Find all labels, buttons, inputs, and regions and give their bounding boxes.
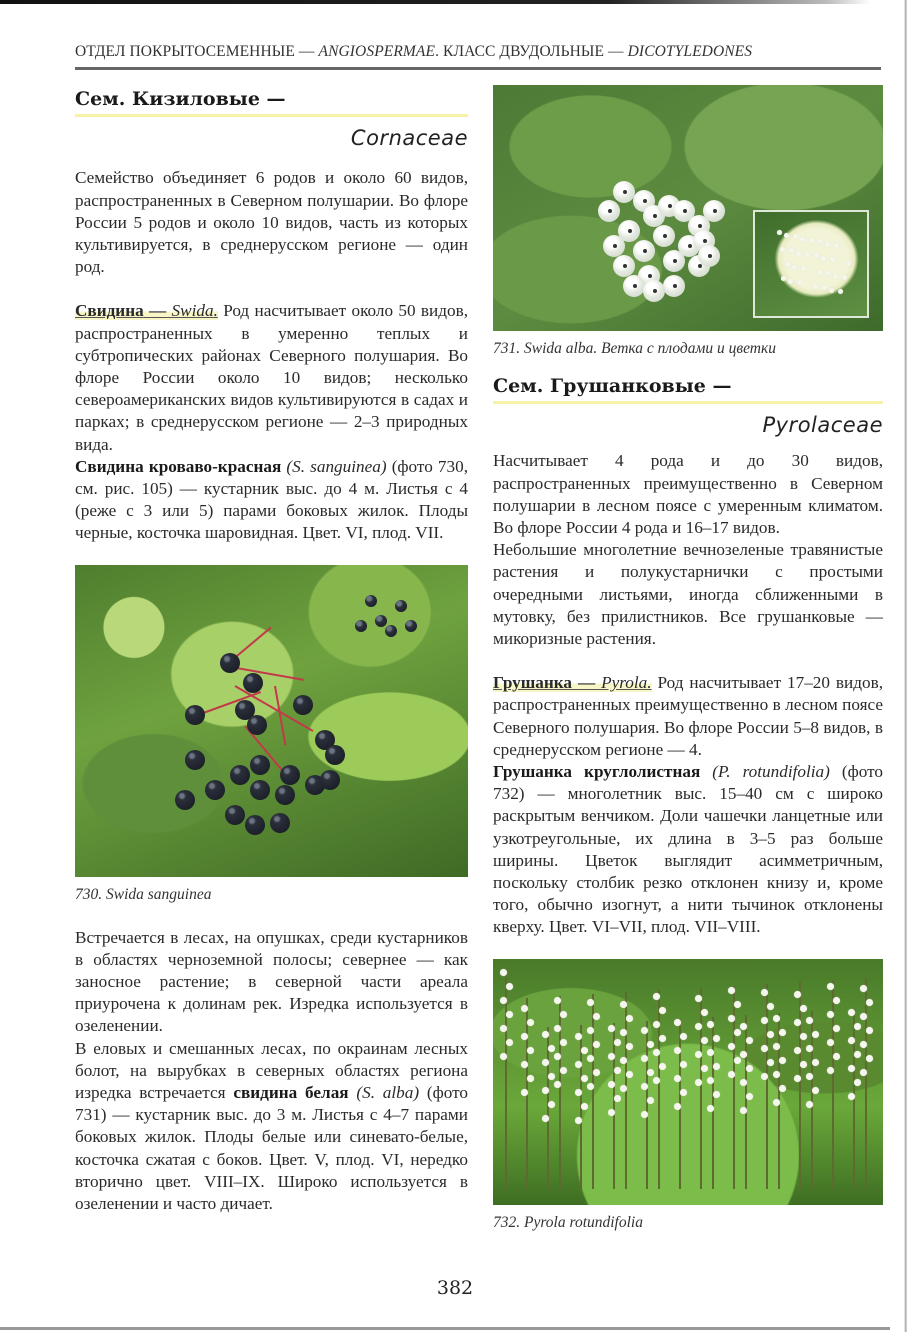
pyrola-flower xyxy=(761,1017,768,1024)
pyrola-flower xyxy=(746,1065,753,1072)
caption-732: 732. Pyrola rotundifolia xyxy=(493,1213,643,1231)
pyrola-flower xyxy=(653,1049,660,1056)
flower-cluster-dot xyxy=(789,248,794,253)
pyrola-flower xyxy=(761,1073,768,1080)
berry-black xyxy=(405,620,417,632)
berry-black xyxy=(230,765,250,785)
genus-name: Свидина xyxy=(75,301,144,321)
pyrola-flower xyxy=(548,1101,555,1108)
pyrola-flower xyxy=(542,1059,549,1066)
pyrola-flower xyxy=(695,995,702,1002)
species-name-rotundifolia: Грушанка круглолистная xyxy=(493,762,701,782)
berry-white xyxy=(613,255,635,277)
berry-black xyxy=(270,813,290,833)
pyrola-flower xyxy=(680,1089,687,1096)
flower-cluster-dot xyxy=(826,271,831,276)
genus-description: Род насчитывает 17–20 видов, распространенных преимущественно в лесном поясе Северного полушария. Во флоре России 5–8 видов, в среднерусском регионе — 4. xyxy=(493,673,883,759)
pyrola-flower xyxy=(575,1117,582,1124)
species-paragraph-rotundifolia xyxy=(493,761,883,939)
berry-black xyxy=(220,653,240,673)
berry-black xyxy=(385,625,397,637)
flower-cluster-dot xyxy=(801,266,806,271)
berry-white xyxy=(598,200,620,222)
berry-black xyxy=(355,620,367,632)
genus-paragraph-pyrola xyxy=(493,672,883,761)
pyrola-flower xyxy=(740,1107,747,1114)
species-latin-alba: (S. alba) xyxy=(348,1083,427,1103)
pyrola-flower xyxy=(560,1067,567,1074)
species-intro-alba: В еловых и смешанных лесах, по окраинам лесных болот, на вырубках в северных областях региона изредка встречается xyxy=(75,1038,468,1103)
family-latin-cornaceae: Cornaceae xyxy=(350,126,468,151)
running-head-prefix: ОТДЕЛ ПОКРЫТОСЕМЕННЫЕ — xyxy=(75,43,319,60)
pyrola-flower xyxy=(554,1025,561,1032)
pyrola-flower xyxy=(860,985,867,992)
flower-cluster-dot xyxy=(829,288,834,293)
pyrola-flower xyxy=(728,1071,735,1078)
flower-cluster-dot xyxy=(793,234,798,239)
photo-swida-alba xyxy=(493,85,883,331)
pyrola-flower xyxy=(614,1039,621,1046)
pyrola-flower xyxy=(707,1077,714,1084)
berry-black xyxy=(280,765,300,785)
pyrola-flower xyxy=(500,997,507,1004)
pyrola-flower xyxy=(860,1013,867,1020)
genus-latin: Pyrola. xyxy=(601,673,652,693)
berry-black xyxy=(250,780,270,800)
pyrola-flower xyxy=(833,1025,840,1032)
berry-black xyxy=(320,770,340,790)
pyrola-flower xyxy=(614,1067,621,1074)
flower-cluster-dot xyxy=(796,251,801,256)
pyrola-flower xyxy=(734,1029,741,1036)
pyrola-flower xyxy=(761,989,768,996)
pyrola-flower xyxy=(593,1013,600,1020)
pyrola-flower xyxy=(521,1089,528,1096)
pyrola-flower xyxy=(653,993,660,1000)
pyrola-flower xyxy=(626,1071,633,1078)
pyrola-flower xyxy=(734,1001,741,1008)
genus-description: Род насчитывает около 50 видов, распространенных в умеренно теплых и субтропических районах Северного полушария. Во флоре России около 10 видов; несколько североамериканских видов культивируются в садах и парках; в среднерусском регионе — 2–3 природных вида. xyxy=(75,301,468,454)
pyrola-flower xyxy=(614,1095,621,1102)
pyrola-flower xyxy=(866,1027,873,1034)
pyrola-flower xyxy=(554,1081,561,1088)
pyrola-flower xyxy=(641,1111,648,1118)
pyrola-flower xyxy=(767,1003,774,1010)
flower-cluster-dot xyxy=(777,230,782,235)
pyrola-flower xyxy=(713,1035,720,1042)
berry-white xyxy=(633,240,655,262)
pyrola-flower xyxy=(608,1025,615,1032)
habitat-paragraph-sanguinea: Встречается в лесах, на опушках, среди кустарников в областях черноземной полосы; севернее — как заносное растение; в северной части ареала приурочена к долинам рек. Изредка используется в озеленении. xyxy=(75,927,468,1036)
pyrola-flower xyxy=(626,1015,633,1022)
berry-black xyxy=(185,705,205,725)
photo-swida-sanguinea xyxy=(75,565,468,877)
pyrola-flower xyxy=(500,1025,507,1032)
pyrola-flower xyxy=(800,1005,807,1012)
species-description-sanguinea: (фото 730, см. рис. 105) — кустарник выс. до 4 м. Листья с 4 (реже с 3 или 5) парами боковых жилок. Плоды черные, косточка шаровидная. Цвет. VI, плод. VII. xyxy=(75,456,469,543)
species-paragraph-alba xyxy=(75,1038,468,1216)
inset-photo-flowers xyxy=(753,210,869,318)
species-name-sanguinea: Свидина кроваво-красная xyxy=(75,456,282,476)
pyrola-flower xyxy=(626,1043,633,1050)
pyrola-flower xyxy=(833,1053,840,1060)
pyrola-flower xyxy=(794,1019,801,1026)
pyrola-flower xyxy=(542,1087,549,1094)
pyrola-flower xyxy=(680,1033,687,1040)
pyrola-flower xyxy=(812,1031,819,1038)
pyrola-flower xyxy=(779,1029,786,1036)
berry-white xyxy=(653,225,675,247)
flower-cluster-dot xyxy=(842,275,847,280)
pyrola-flower xyxy=(620,1029,627,1036)
berry-black xyxy=(275,785,295,805)
pyrola-flower xyxy=(827,1039,834,1046)
genus-dash: — xyxy=(572,673,602,693)
pyrola-flower xyxy=(773,1015,780,1022)
pyrola-flower xyxy=(560,1011,567,1018)
pyrola-flower xyxy=(653,1077,660,1084)
pyrola-flower xyxy=(701,1009,708,1016)
pyrola-flower xyxy=(794,991,801,998)
pyrola-flower xyxy=(854,1023,861,1030)
pyrola-flower xyxy=(500,1053,507,1060)
pyrola-flower xyxy=(527,1019,534,1026)
flower-cluster-dot xyxy=(800,237,805,242)
berry-white xyxy=(703,200,725,222)
pyrola-flower xyxy=(866,1055,873,1062)
pyrola-flower xyxy=(773,1071,780,1078)
pyrola-flower xyxy=(866,999,873,1006)
pyrola-flower xyxy=(506,983,513,990)
running-head-division-latin: ANGIOSPERMAE xyxy=(318,43,436,60)
pyrola-flower xyxy=(581,1103,588,1110)
pyrola-flower xyxy=(848,1093,855,1100)
family-heading-cornaceae: Сем. Кизиловые — xyxy=(75,88,468,117)
pyrola-flower xyxy=(812,1087,819,1094)
pyrola-flower xyxy=(854,1051,861,1058)
flower-cluster-dot xyxy=(797,280,802,285)
photo-pyrola-rotundifolia xyxy=(493,959,883,1205)
pyrola-flower xyxy=(833,997,840,1004)
pyrola-flower xyxy=(620,1001,627,1008)
flower-cluster-dot xyxy=(821,256,826,261)
page-top-edge xyxy=(0,0,870,4)
genus-paragraph-swida xyxy=(75,300,468,455)
pyrola-flower xyxy=(707,1021,714,1028)
pyrola-flower xyxy=(647,1069,654,1076)
pyrola-flower xyxy=(608,1053,615,1060)
pyrola-flower xyxy=(542,1115,549,1122)
flower-cluster-dot xyxy=(825,242,830,247)
genus-term-swida xyxy=(75,301,218,320)
pyrola-flower xyxy=(806,1101,813,1108)
berry-black xyxy=(175,790,195,810)
flower-cluster-dot xyxy=(784,233,789,238)
pyrola-flower xyxy=(593,1069,600,1076)
pyrola-flower xyxy=(773,1043,780,1050)
pyrola-flower xyxy=(767,1031,774,1038)
berry-black xyxy=(185,750,205,770)
species-latin-sanguinea: (S. sanguinea) xyxy=(281,456,392,476)
species-paragraph-sanguinea xyxy=(75,456,468,545)
pyrola-flower xyxy=(575,1033,582,1040)
pyrola-flower xyxy=(587,999,594,1006)
pyrola-flower xyxy=(506,1011,513,1018)
flower-cluster-dot xyxy=(805,252,810,257)
pyrola-flower xyxy=(800,1033,807,1040)
pyrola-flower xyxy=(641,1027,648,1034)
pyrola-flower xyxy=(548,1045,555,1052)
genus-name: Грушанка xyxy=(493,673,573,693)
pyrola-flower xyxy=(734,1057,741,1064)
page-number: 382 xyxy=(436,1277,474,1299)
pyrola-flower xyxy=(581,1075,588,1082)
flower-cluster-dot xyxy=(818,239,823,244)
berry-black xyxy=(375,615,387,627)
pyrola-flower xyxy=(707,1105,714,1112)
pyrola-flower xyxy=(659,1063,666,1070)
pyrola-flower xyxy=(641,1083,648,1090)
pyrola-flower xyxy=(740,1051,747,1058)
flower-cluster-dot xyxy=(838,289,843,294)
pyrola-flower xyxy=(848,1009,855,1016)
pyrola-flower xyxy=(647,1041,654,1048)
pyrola-flower xyxy=(500,969,507,976)
family-heading-pyrolaceae: Сем. Грушанковые — xyxy=(493,375,883,404)
pyrola-flower xyxy=(674,1019,681,1026)
pyrola-flower xyxy=(728,1015,735,1022)
flower-stalk xyxy=(592,994,594,1189)
pyrola-flower xyxy=(641,1055,648,1062)
left-column xyxy=(75,88,468,1215)
berry-white xyxy=(643,280,665,302)
pyrola-flower xyxy=(521,1033,528,1040)
species-description-alba: (фото 731) — кустарник выс. до 3 м. Листья с 4–7 парами боковых жилок. Плоды белые или синевато-белые, косточка сжатая с боков. Цвет. V, плод. VI, нередко вторично цвет. VIII–IX. Широко используется в озеленении и часто дичает. xyxy=(75,1083,468,1214)
page-bottom-edge xyxy=(0,1327,890,1330)
flower-cluster-dot xyxy=(822,285,827,290)
berry-white xyxy=(663,275,685,297)
pyrola-flower xyxy=(593,1041,600,1048)
pyrola-flower xyxy=(827,1011,834,1018)
pyrola-flower xyxy=(728,987,735,994)
berry-black xyxy=(205,780,225,800)
pyrola-flower xyxy=(713,1091,720,1098)
running-head xyxy=(75,43,881,61)
pyrola-flower xyxy=(620,1085,627,1092)
flower-cluster-dot xyxy=(788,279,793,284)
pyrola-flower xyxy=(806,1017,813,1024)
berry-black xyxy=(293,695,313,715)
pyrola-flower xyxy=(659,1007,666,1014)
pyrola-flower xyxy=(548,1073,555,1080)
family-morphology-pyrolaceae: Небольшие многолетние вечнозеленые травянистые растения и полукустарнички с простыми очередными листьями, иногда сближенными в мутовку, без прилистников. Все грушанковые — микоризные растения. xyxy=(493,540,883,649)
berry-black xyxy=(365,595,377,607)
pyrola-flower xyxy=(854,1079,861,1086)
pyrola-flower xyxy=(554,997,561,1004)
berry-black xyxy=(250,755,270,775)
flower-cluster-dot xyxy=(792,265,797,270)
flower-cluster-dot xyxy=(830,257,835,262)
pyrola-flower xyxy=(767,1059,774,1066)
right-column xyxy=(493,85,883,1233)
header-rule xyxy=(75,67,881,70)
pyrola-flower xyxy=(707,1049,714,1056)
running-head-middle: . КЛАСС ДВУДОЛЬНЫЕ — xyxy=(435,43,628,60)
pyrola-flower xyxy=(728,1043,735,1050)
pyrola-flower xyxy=(806,1073,813,1080)
species-latin-rotundifolia: (P. rotundifolia) xyxy=(700,762,842,782)
pyrola-flower xyxy=(701,1037,708,1044)
berry-white xyxy=(613,181,635,203)
pyrola-flower xyxy=(806,1045,813,1052)
berry-white xyxy=(698,245,720,267)
flower-cluster-dot xyxy=(814,253,819,258)
pyrola-flower xyxy=(620,1057,627,1064)
pyrola-flower xyxy=(695,1079,702,1086)
pyrola-flower xyxy=(779,1057,786,1064)
pyrola-flower xyxy=(674,1047,681,1054)
flower-cluster-dot xyxy=(813,284,818,289)
flower-cluster-dot xyxy=(834,243,839,248)
pyrola-flower xyxy=(740,1023,747,1030)
family-description-pyrolaceae: Насчитывает 4 рода и до 30 видов, распространенных преимущественно в Северном полушарии в лесном поясе с умеренным климатом. Во флоре России 4 рода и 16–17 видов. xyxy=(493,451,883,538)
pyrola-flower xyxy=(659,1035,666,1042)
pyrola-flower xyxy=(848,1037,855,1044)
pyrola-flower xyxy=(695,1023,702,1030)
family-latin-pyrolaceae: Pyrolaceae xyxy=(762,413,883,438)
pyrola-flower xyxy=(860,1069,867,1076)
pyrola-flower xyxy=(794,1047,801,1054)
flower-cluster-dot xyxy=(781,276,786,281)
pyrola-flower xyxy=(587,1055,594,1062)
flower-stalk xyxy=(658,990,660,1189)
pyrola-flower xyxy=(827,983,834,990)
pyrola-flower xyxy=(521,1005,528,1012)
berry-white xyxy=(623,275,645,297)
flower-stalk xyxy=(799,982,801,1189)
pyrola-flower xyxy=(581,1047,588,1054)
pyrola-flower xyxy=(608,1081,615,1088)
pyrola-flower xyxy=(521,1061,528,1068)
species-name-alba: свидина белая xyxy=(233,1083,349,1103)
pyrola-flower xyxy=(848,1065,855,1072)
pyrola-flower xyxy=(647,1097,654,1104)
family-description-cornaceae: Семейство объединяет 6 родов и около 60 видов, распространенных в Северном полушарии. Во флоре России 5 родов и около 10 видов, часть из которых культивируется, в среднерусском регионе — один род. xyxy=(75,168,468,277)
pyrola-flower xyxy=(575,1061,582,1068)
pyrola-flower xyxy=(608,1109,615,1116)
genus-dash: — xyxy=(143,301,172,321)
berry-black xyxy=(325,745,345,765)
flower-cluster-dot xyxy=(809,238,814,243)
pyrola-flower xyxy=(575,1089,582,1096)
pyrola-flower xyxy=(800,1061,807,1068)
flower-stalk xyxy=(712,1017,714,1189)
genus-term-pyrola xyxy=(493,673,652,692)
genus-latin: Swida. xyxy=(171,301,218,321)
pyrola-flower xyxy=(827,1067,834,1074)
page-right-edge xyxy=(904,0,907,1332)
berry-white xyxy=(663,250,685,272)
pyrola-flower xyxy=(701,1065,708,1072)
pyrola-flower xyxy=(746,1093,753,1100)
pyrola-flower xyxy=(779,1085,786,1092)
berry-black xyxy=(225,805,245,825)
pyrola-flower xyxy=(860,1041,867,1048)
berry-black xyxy=(245,815,265,835)
pyrola-flower xyxy=(587,1083,594,1090)
species-description-rotundifolia: (фото 732) — многолетник выс. 15–40 см с широко раскрытым венчиком. Доли чашечки ланцетные или узкотреугольные, их длина в 3–5 раз больше ширины. Цветок выглядит асимметричным, поскольку столбик резко отклонен книзу и, кроме того, обычно изогнут, а нити тычинок отклонены кверху. Цвет. VI–VII, плод. VII–VIII. xyxy=(493,762,883,937)
pyrola-flower xyxy=(680,1061,687,1068)
pyrola-flower xyxy=(674,1075,681,1082)
flower-cluster-dot xyxy=(780,247,785,252)
flower-cluster-dot xyxy=(785,262,790,267)
running-head-class-latin: DICOTYLEDONES xyxy=(627,43,753,60)
caption-730: 730. Swida sanguinea xyxy=(75,885,212,903)
berry-black xyxy=(247,715,267,735)
pyrola-flower xyxy=(542,1031,549,1038)
pyrola-flower xyxy=(773,1099,780,1106)
flower-stalk xyxy=(865,978,867,1189)
pyrola-flower xyxy=(746,1037,753,1044)
pyrola-flower xyxy=(506,1039,513,1046)
berry-black xyxy=(243,673,263,693)
pyrola-flower xyxy=(740,1079,747,1086)
flower-stalk xyxy=(700,988,702,1189)
pyrola-flower xyxy=(695,1051,702,1058)
caption-731: 731. Swida alba. Ветка с плодами и цветки xyxy=(493,340,776,357)
pyrola-flower xyxy=(554,1053,561,1060)
pyrola-flower xyxy=(794,1075,801,1082)
pyrola-flower xyxy=(653,1021,660,1028)
flower-cluster-dot xyxy=(846,261,851,266)
berry-black xyxy=(395,600,407,612)
flower-stalk xyxy=(613,1023,615,1189)
pyrola-flower xyxy=(527,1075,534,1082)
pyrola-flower xyxy=(761,1045,768,1052)
flower-cluster-dot xyxy=(817,270,822,275)
flower-stalk xyxy=(766,984,768,1189)
pyrola-flower xyxy=(674,1103,681,1110)
pyrola-flower xyxy=(587,1027,594,1034)
pyrola-flower xyxy=(812,1059,819,1066)
pyrola-flower xyxy=(560,1039,567,1046)
flower-cluster-dot xyxy=(833,274,838,279)
pyrola-flower xyxy=(713,1063,720,1070)
pyrola-flower xyxy=(527,1047,534,1054)
berry-white xyxy=(603,235,625,257)
